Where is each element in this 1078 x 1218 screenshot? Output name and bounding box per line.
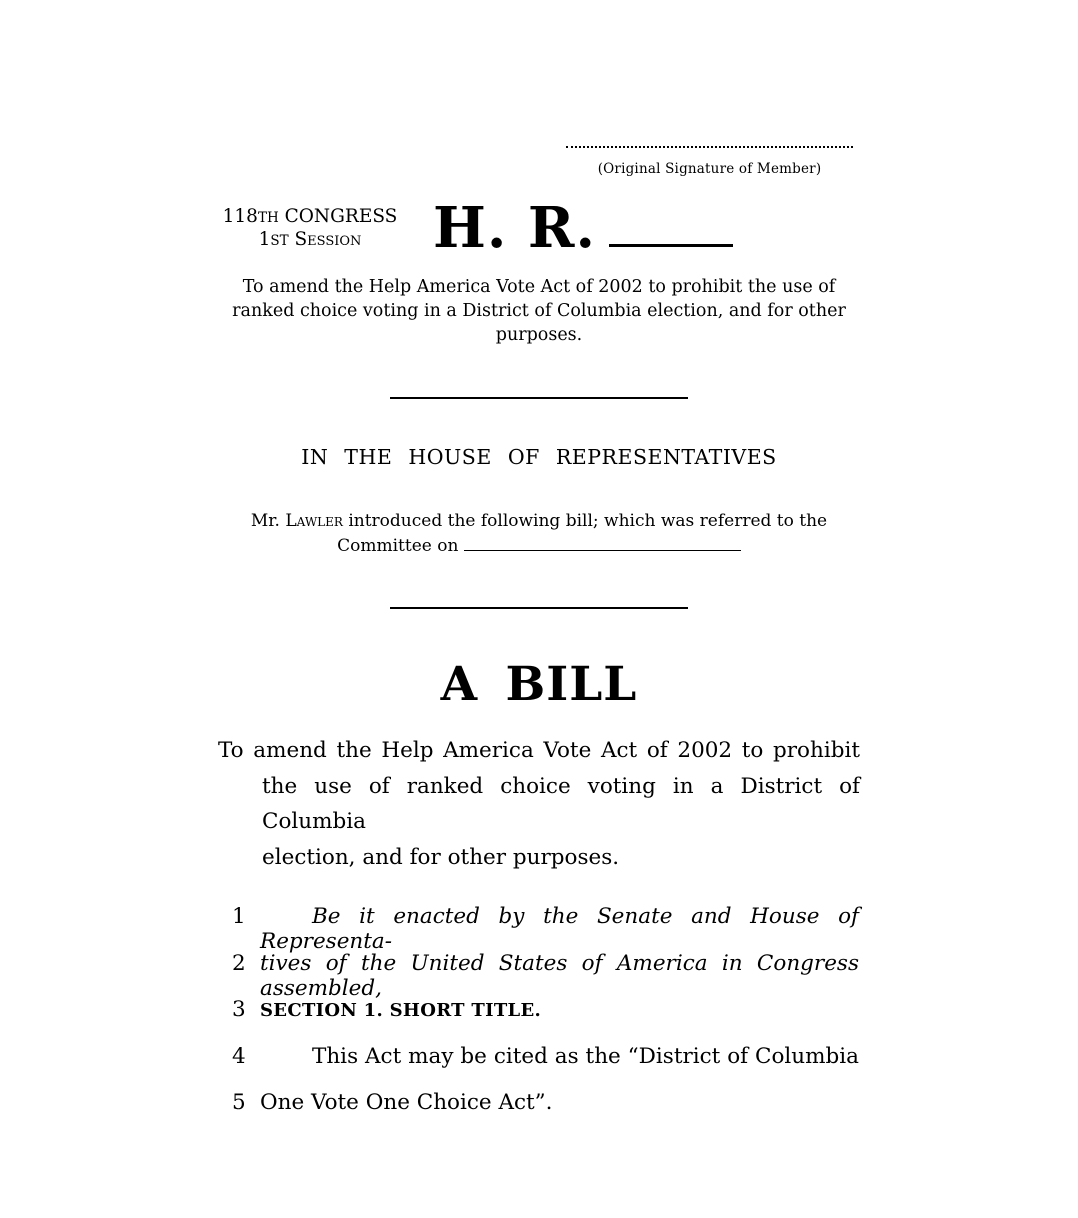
long-title-line: the use of ranked choice voting in a District of Columbia <box>262 773 860 834</box>
body-line <box>218 1044 860 1091</box>
body-line <box>218 950 860 1001</box>
line-text: tives of the United States of America in Congress assembled, <box>260 950 859 1001</box>
committee-line <box>218 534 860 559</box>
session-line <box>220 229 400 252</box>
session-word: Session <box>294 229 362 250</box>
body-line <box>218 1090 860 1137</box>
committee-blank-line <box>464 536 741 551</box>
body-line <box>218 997 860 1044</box>
bill-number-prefix: H. R. <box>433 195 596 261</box>
line-text: One Vote One Choice Act”. <box>260 1090 553 1115</box>
bill-body <box>218 904 860 1137</box>
bill-number-block <box>433 195 733 261</box>
committee-label: Committee on <box>337 536 464 556</box>
body-line <box>218 904 860 954</box>
signature-block <box>218 138 860 177</box>
sponsor-rest: introduced the following bill; which was referred to the <box>342 511 828 531</box>
long-title-line: election, and for other purposes. <box>262 844 620 870</box>
congress-number: 118 <box>222 206 258 227</box>
line-number: 4 <box>232 1043 246 1069</box>
signature-dotted-line <box>566 138 853 148</box>
line-number: 1 <box>232 904 246 929</box>
sponsor-block <box>218 509 860 559</box>
line-number: 3 <box>232 997 246 1022</box>
line-number: 2 <box>232 950 246 976</box>
bill-number-blank-line <box>609 201 733 247</box>
chamber-line: IN THE HOUSE OF REPRESENTATIVES <box>301 445 777 469</box>
session-ordinal: ST <box>270 233 289 249</box>
bill-header-row <box>220 195 860 261</box>
bill-preamble: To amend the Help America Vote Act of 2002 to prohibit the use of ranked choice voting in a District of Columbia election, and for other purposes. <box>232 277 846 345</box>
bill-heading: A BILL <box>440 657 638 712</box>
separator-rule-bottom <box>390 607 688 609</box>
signature-area <box>566 138 853 177</box>
congress-session-block <box>220 198 400 252</box>
sponsor-prefix: Mr. <box>250 511 286 531</box>
section-heading: SECTION 1. SHORT TITLE. <box>260 1000 542 1021</box>
sponsor-line <box>218 509 860 534</box>
line-text: This Act may be cited as the “District of Columbia <box>312 1043 859 1069</box>
congress-line <box>220 206 400 229</box>
separator-rule-top <box>390 397 688 399</box>
signature-label: (Original Signature of Member) <box>597 161 822 177</box>
congress-ordinal: TH <box>257 210 279 226</box>
line-text: Be it enacted by the Senate and House of Representa- <box>260 904 859 954</box>
session-number: 1 <box>258 229 271 250</box>
line-number: 5 <box>232 1090 246 1115</box>
long-title <box>218 733 860 875</box>
sponsor-surname: Lawler <box>285 511 343 531</box>
bill-content-column <box>218 0 860 1137</box>
long-title-line: To amend the Help America Vote Act of 2002 to prohibit <box>218 738 860 763</box>
congress-word: CONGRESS <box>284 206 398 227</box>
